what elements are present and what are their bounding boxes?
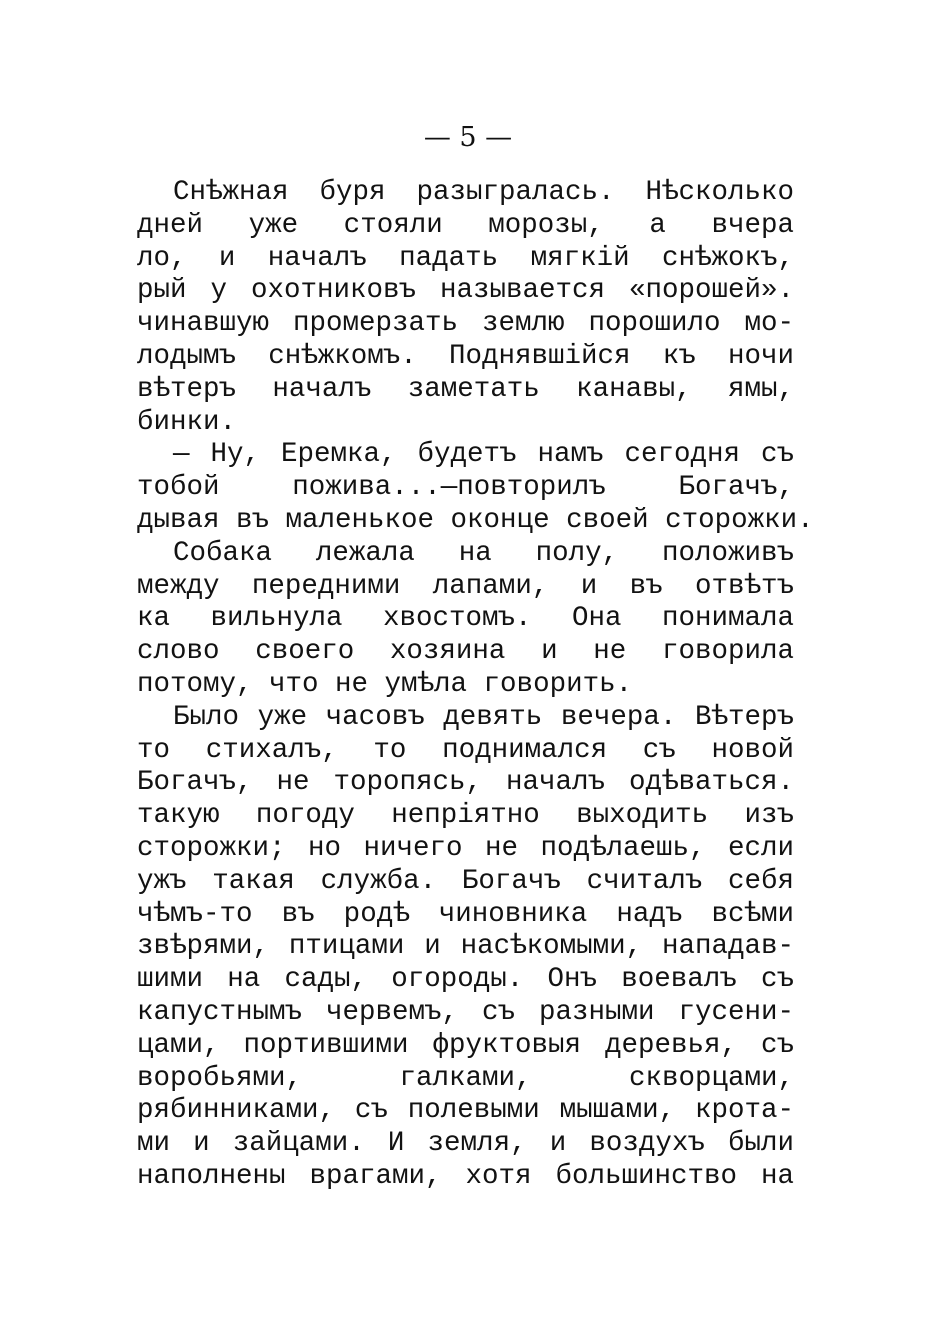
text-line: Собака лежала на полу, положивъ xyxy=(173,537,794,569)
text-line: звѣрями, птицами и насѣкомыми, нападав- xyxy=(137,931,794,963)
text-line: — Ну, Еремка, будетъ намъ сегодня съ xyxy=(173,439,794,471)
text-line: чинавшую промерзать землю порошило мо- xyxy=(137,308,794,340)
text-line: ло, и началъ падать мягкій снѣжокъ, xyxy=(137,242,794,274)
page-number: — 5 — xyxy=(423,122,513,153)
text-line: между передними лапами, и въ отвѣтъ xyxy=(137,570,794,602)
text-line: дней уже стояли морозы, а вчера xyxy=(137,209,794,241)
text-line: рябинниками, съ полевыми мышами, крота- xyxy=(137,1095,794,1127)
text-line: Было уже часовъ девять вечера. Вѣтеръ xyxy=(173,701,794,733)
text-line: шими на сады, огороды. Онъ воевалъ съ xyxy=(137,964,794,996)
text-line: лодымъ снѣжкомъ. Поднявшійся къ ночи xyxy=(137,340,794,372)
text-line: Богачъ, не торопясь, началъ одѣваться. xyxy=(137,767,794,799)
text-line: сторожки; но ничего не подѣлаешь, если xyxy=(137,832,794,864)
text-line: цами, портившими фруктовыя деревья, съ xyxy=(137,1029,794,1061)
text-line: тобой пожива...—повторилъ Богачъ, xyxy=(137,472,794,504)
text-line: потому, что не умѣла говорить. xyxy=(137,668,633,700)
text-line: бинки. xyxy=(137,406,237,438)
text-line: воробьями, галками, скворцами, xyxy=(137,1062,794,1094)
text-line: такую погоду непріятно выходить изъ xyxy=(137,800,794,832)
text-line: ка вильнула хвостомъ. Она понимала xyxy=(137,603,794,635)
text-line: Снѣжная буря разыгралась. Нѣсколько xyxy=(173,177,794,208)
text-line: чѣмъ-то въ родѣ чиновника надъ всѣми xyxy=(137,898,794,930)
text-line: рый у охотниковъ называется «порошей». xyxy=(137,275,794,307)
text-line: ужъ такая служба. Богачъ считалъ себя xyxy=(137,865,794,897)
body-text xyxy=(137,177,814,1194)
text-line: капустнымъ червемъ, съ разными гусени- xyxy=(137,996,794,1028)
text-line: дывая въ маленькое оконце своей сторожки. xyxy=(137,504,814,536)
text-line: вѣтеръ началъ заметать канавы, ямы, xyxy=(137,373,794,405)
text-line: ми и зайцами. И земля, и воздухъ были xyxy=(137,1128,794,1160)
text-line: слово своего хозяина и не говорила xyxy=(137,636,794,668)
text-line: наполнены врагами, хотя большинство на xyxy=(137,1160,794,1192)
text-line: то стихалъ, то поднимался съ новой xyxy=(137,734,794,766)
